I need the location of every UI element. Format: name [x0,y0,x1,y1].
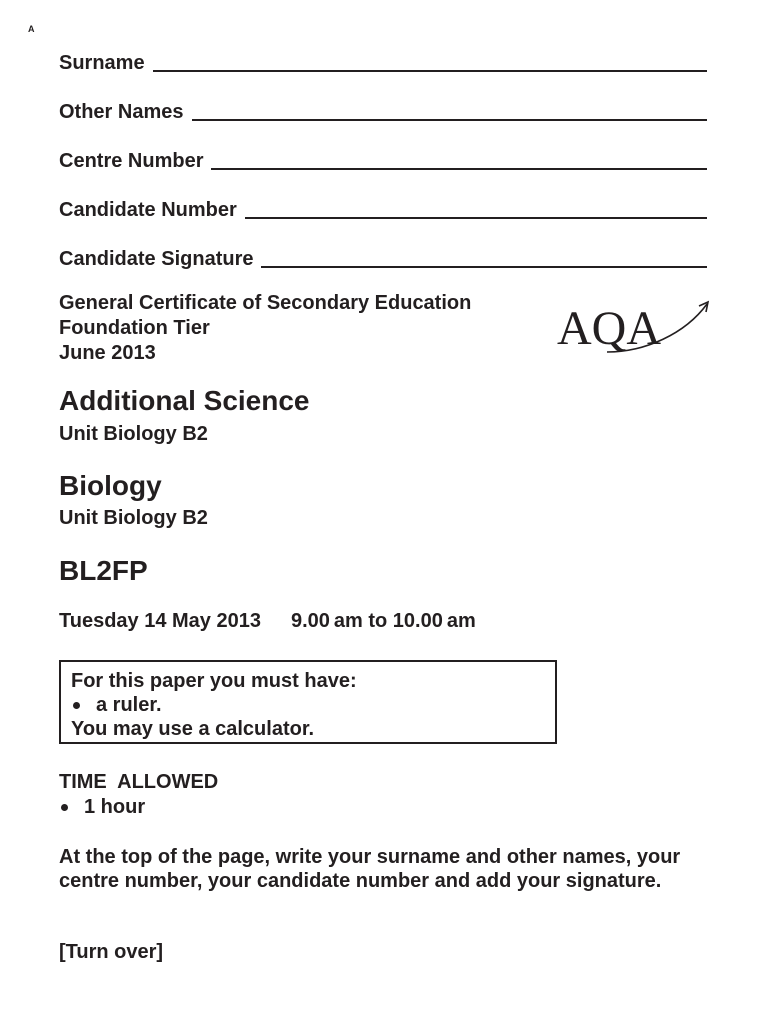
subject-unit-biology: Unit Biology B2 [59,507,208,529]
session: June 2013 [59,342,156,364]
time-allowed-item [59,795,218,820]
corner-mark: A [28,24,35,34]
time-allowed-heading: TIME ALLOWED [59,771,219,793]
turn-over: [Turn over] [59,941,164,963]
materials-item [71,693,545,717]
exam-datetime [59,610,476,633]
subject-title-biology: Biology [59,470,162,501]
centre-number-label: Centre Number [59,150,204,172]
candidate-number-field[interactable] [59,200,707,220]
bullet-icon [61,804,68,811]
bullet-icon [73,702,80,709]
aqa-logo-icon [555,296,715,354]
candidate-signature-field[interactable] [59,249,707,269]
subject-unit-additional-science: Unit Biology B2 [59,423,208,445]
centre-number-field[interactable] [59,151,707,171]
candidate-signature-label: Candidate Signature [59,248,254,270]
materials-box [59,660,557,744]
exam-date: Tuesday 14 May 2013 [59,610,261,632]
other-names-label: Other Names [59,101,184,123]
surname-line[interactable] [153,70,707,72]
time-allowed-item-text: 1 hour [84,796,146,818]
tier: Foundation Tier [59,317,210,339]
candidate-number-label: Candidate Number [59,199,237,221]
time-allowed-block [59,770,218,820]
qualification-block [59,291,471,366]
materials-note: You may use a calculator. [71,718,315,740]
aqa-logo-text: AQA [557,302,661,354]
candidate-signature-line[interactable] [261,266,707,268]
instructions: At the top of the page, write your surname and other names, your centre number, your candidate number and add your signature. [59,846,681,892]
qualification-title: General Certificate of Secondary Education [59,292,472,314]
exam-time: 9.00 am to 10.00 am [290,610,476,632]
candidate-number-line[interactable] [245,217,707,219]
surname-field[interactable] [59,53,707,73]
subject-title-additional-science: Additional Science [59,385,310,416]
other-names-line[interactable] [192,119,708,121]
surname-label: Surname [59,52,145,74]
materials-heading: For this paper you must have: [71,670,357,692]
other-names-field[interactable] [59,102,707,122]
paper-code: BL2FP [59,555,148,586]
centre-number-line[interactable] [211,168,707,170]
materials-item-text: a ruler. [96,694,162,716]
